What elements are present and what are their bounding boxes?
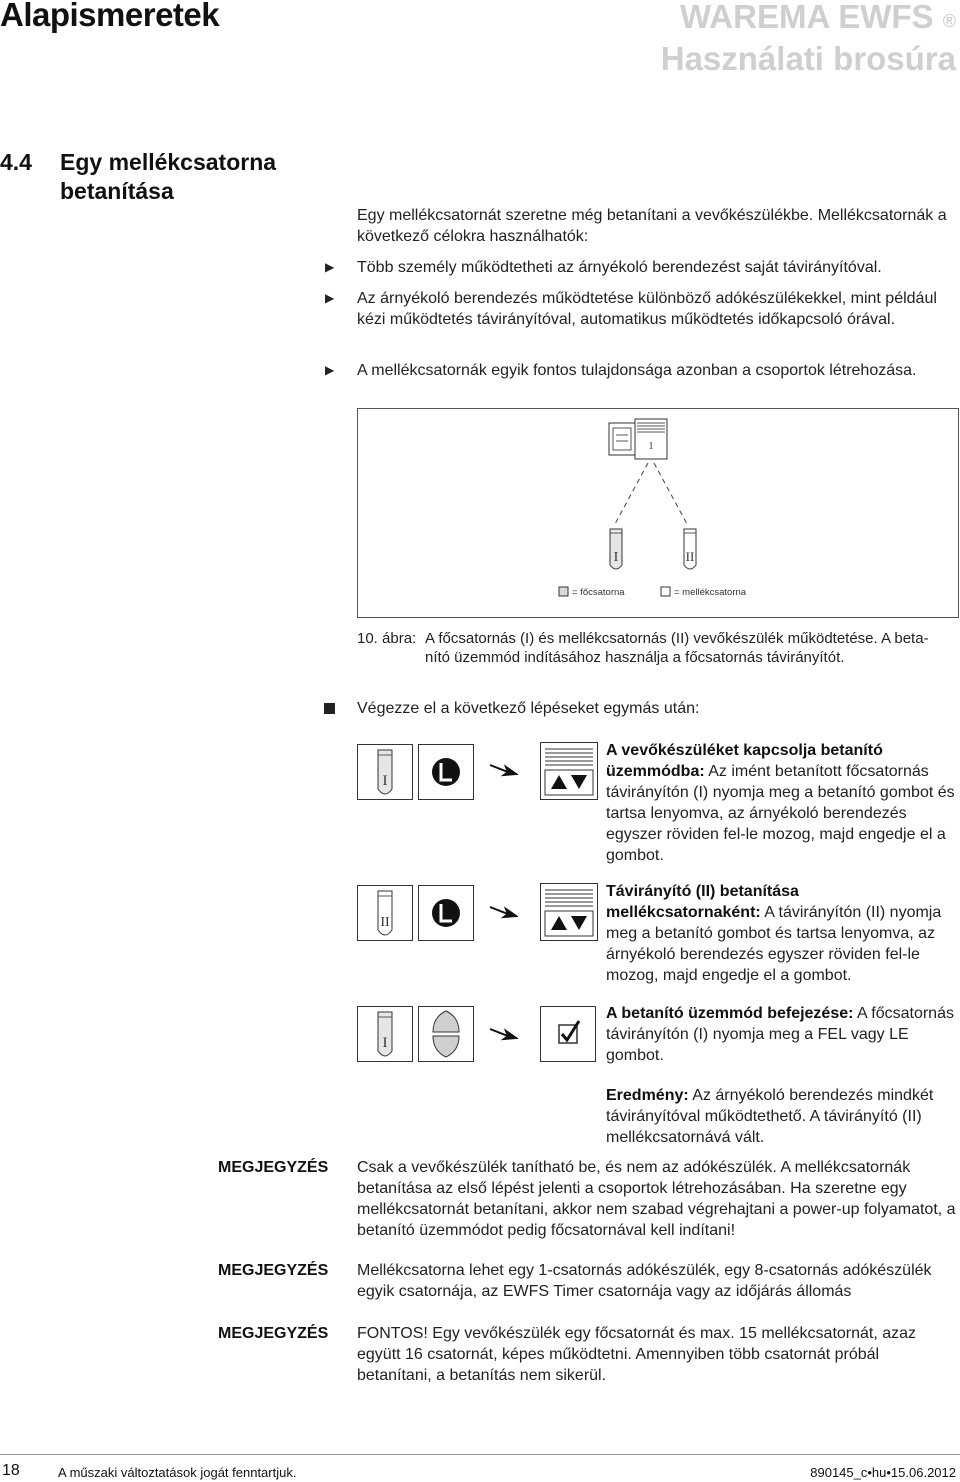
brand-subtitle: Használati brosúra [660, 40, 956, 77]
figure-diagram [357, 408, 959, 618]
step-1-bold: A vevőkészüléket kapcsolja betanító üzemmódba: [606, 742, 883, 780]
step-2-text [606, 881, 958, 986]
note-text-2: Mellékcsatorna lehet egy 1-csatornás adókészülék, egy 8-csatornás adókészülék egyik csatornája, az EWFS Timer csatornája vagy az időjárás állomás [357, 1262, 932, 1300]
legend-side-label: = mellékcsatorna [674, 587, 747, 598]
steps-intro: Végezze el a következő lépéseket egymás után: [357, 700, 700, 717]
blind-receiver-icon [635, 419, 667, 459]
figure-caption [357, 629, 957, 667]
result-bold: Eredmény: [606, 1087, 689, 1104]
receiver-icon [609, 423, 635, 455]
triangle-right-icon: ▶ [325, 291, 335, 305]
step-3-bold: A betanító üzemmód befejezése: [606, 1005, 854, 1022]
legend-side-swatch [661, 587, 670, 596]
step-3-body: A főcsatornás távirányítón (I) nyomja meg a FEL vagy LE gombot. [606, 1005, 954, 1064]
step1-remote-label: I [382, 773, 388, 789]
triangle-right-icon: ▶ [325, 363, 335, 377]
remote-main-icon [357, 744, 413, 800]
remote-side-icon [357, 885, 413, 941]
bullet-item-2: Az árnyékoló berendezés működtetése különböző adókészülékekkel, mint például kézi működtetés távirányítóval, automatikus működtetés időkapcsoló órával. [357, 290, 937, 328]
blind-receiver-icon [540, 742, 598, 800]
section-number: 4.4 [0, 149, 32, 175]
bullet-item-3: A mellékcsatornák egyik fontos tulajdonsága azonban a csoportok létrehozása. [357, 362, 917, 379]
blind-receiver-icon [540, 883, 598, 941]
learn-L-icon [418, 885, 474, 941]
step-3-text [606, 1003, 958, 1066]
note-label-2: MEGJEGYZÉS [218, 1262, 329, 1279]
footer-divider [0, 1454, 960, 1455]
brand-name: WAREMA EWFS [679, 0, 934, 35]
signal-line-1 [615, 463, 648, 524]
receiver-number: 1 [648, 441, 654, 452]
figure-svg [358, 409, 958, 617]
press-arrow-icon [488, 762, 518, 783]
result-text [606, 1085, 958, 1148]
press-arrow-icon [488, 904, 518, 925]
bullet-item-1: Több személy működtetheti az árnyékoló berendezést saját távirányítóval. [357, 259, 882, 276]
registered-mark: ® [942, 11, 956, 31]
header-title: Alapismeretek [0, 0, 220, 33]
section-title-line1: Egy mellékcsatorna [60, 149, 277, 175]
press-arrow-icon [488, 1026, 518, 1047]
check-icon [540, 1006, 596, 1062]
caption-line1: A főcsatornás (I) és mellékcsatornás (II) vevőkészülék működtetése. A beta- [425, 630, 929, 647]
up-down-button-icon [418, 1006, 474, 1062]
step-1-text [606, 740, 958, 866]
step3-remote-label: I [382, 1035, 388, 1051]
step-2-body: A távirányítón (II) nyomja meg a betanító gombot és tartsa lenyomva, az árnyékoló berendezés egyszer röviden fel-le mozog, majd engedje el a gombot. [606, 904, 942, 984]
intro-paragraph: Egy mellékcsatornát szeretne még betanítani a vevőkészülékbe. Mellékcsatornák a következő célokra használhatók: [357, 207, 947, 245]
step2-remote-label: II [380, 915, 390, 930]
note-text-1: Csak a vevőkészülék tanítható be, és nem az adókészülék. A mellékcsatornák betanítása az első lépést jelenti a csoportok létrehozásában. Ha szeretne egy mellékcsatornát betanítani, akkor nem szabad végrehajtani a power-up folyamatot, a betanító üzemmódot pedig főcsatornával kell indítani! [357, 1159, 956, 1239]
remote-main-label: I [613, 550, 619, 565]
result-body: Az árnyékoló berendezés mindkét távirányítóval működtethető. A távirányító (II) mellékcsatornává vált. [606, 1087, 934, 1146]
legend-main-swatch [559, 587, 568, 596]
note-label-1: MEGJEGYZÉS [218, 1159, 329, 1176]
triangle-right-icon: ▶ [325, 260, 335, 274]
caption-label: 10. ábra: [357, 630, 417, 647]
section-title-line2: betanítása [60, 178, 174, 204]
note-text-3: FONTOS! Egy vevőkészülék egy főcsatornát és max. 15 mellékcsatornát, azaz együtt 16 csatornát, képes működtetni. Amennyiben több csatornát próbál betanítani, a betanítás nem sikerül. [357, 1325, 917, 1384]
document-code: 890145_c•hu•15.06.2012 [810, 1465, 956, 1480]
header-brand [661, 0, 956, 80]
remote-side-label: II [685, 549, 695, 564]
step-2-bold: Távirányító (II) betanítása mellékcsatornaként: [606, 883, 799, 921]
caption-line2: nító üzemmód indításához használja a főcsatornás távirányítót. [425, 649, 845, 666]
signal-line-2 [654, 463, 687, 524]
section-title [0, 148, 276, 206]
learn-L-icon [418, 744, 474, 800]
page-number: 18 [2, 1462, 20, 1479]
legend-main-label: = főcsatorna [572, 587, 625, 598]
remote-main-icon [357, 1006, 413, 1062]
note-label-3: MEGJEGYZÉS [218, 1325, 329, 1342]
black-square-icon [324, 703, 335, 714]
step-1-body: Az imént betanított főcsatornás távirányítón (I) nyomja meg a betanító gombot és tartsa lenyomva, az árnyékoló berendezés egyszer röviden fel-le mozog, majd engedje el a gombot. [606, 763, 955, 864]
footer-disclaimer: A műszaki változtatások jogát fenntartjuk. [58, 1465, 297, 1480]
